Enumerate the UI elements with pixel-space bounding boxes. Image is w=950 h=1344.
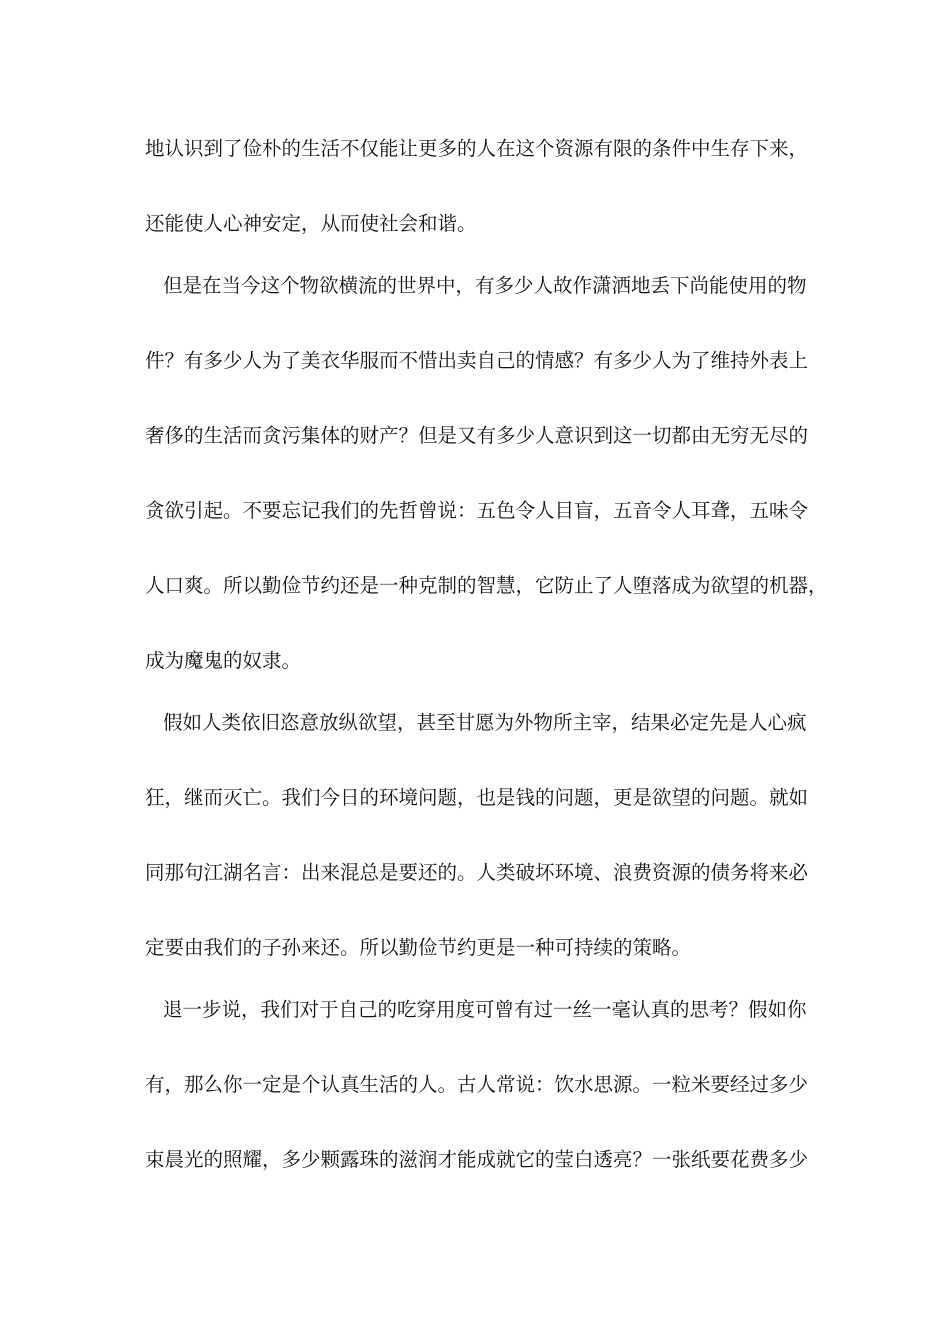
text-line: 人口爽。所以勤俭节约还是一种克制的智慧，它防止了人堕落成为欲望的机器，: [145, 574, 828, 597]
text-line: 狂，继而灭亡。我们今日的环境问题，也是钱的问题，更是欲望的问题。就如: [145, 786, 809, 809]
text-line: 贪欲引起。不要忘记我们的先哲曾说：五色令人目盲，五音令人耳聋，五味令: [145, 499, 809, 522]
text-line: 定要由我们的子孙来还。所以勤俭节约更是一种可持续的策略。: [145, 936, 692, 959]
text-line: 有，那么你一定是个认真生活的人。古人常说：饮水思源。一粒米要经过多少: [145, 1073, 809, 1096]
text-line: 束晨光的照耀，多少颗露珠的滋润才能成就它的莹白透亮？一张纸要花费多少: [145, 1148, 809, 1171]
text-line: 地认识到了俭朴的生活不仅能让更多的人在这个资源有限的条件中生存下来，: [145, 137, 809, 160]
paragraph-first-line: 退一步说，我们对于自己的吃穿用度可曾有过一丝一毫认真的思考？假如你: [163, 998, 807, 1021]
text-line: 成为魔鬼的奴隶。: [145, 649, 302, 672]
text-line: 件？有多少人为了美衣华服而不惜出卖自己的情感？有多少人为了维持外表上: [145, 349, 809, 372]
paragraph-first-line: 但是在当今这个物欲横流的世界中，有多少人故作潇洒地丢下尚能使用的物: [163, 274, 807, 297]
text-line: 奢侈的生活而贪污集体的财产？但是又有多少人意识到这一切都由无穷无尽的: [145, 424, 809, 447]
text-line: 同那句江湖名言：出来混总是要还的。人类破坏环境、浪费资源的债务将来必: [145, 861, 809, 884]
text-line: 还能使人心神安定，从而使社会和谐。: [145, 212, 477, 235]
paragraph-first-line: 假如人类依旧恣意放纵欲望，甚至甘愿为外物所主宰，结果必定先是人心疯: [163, 711, 807, 734]
